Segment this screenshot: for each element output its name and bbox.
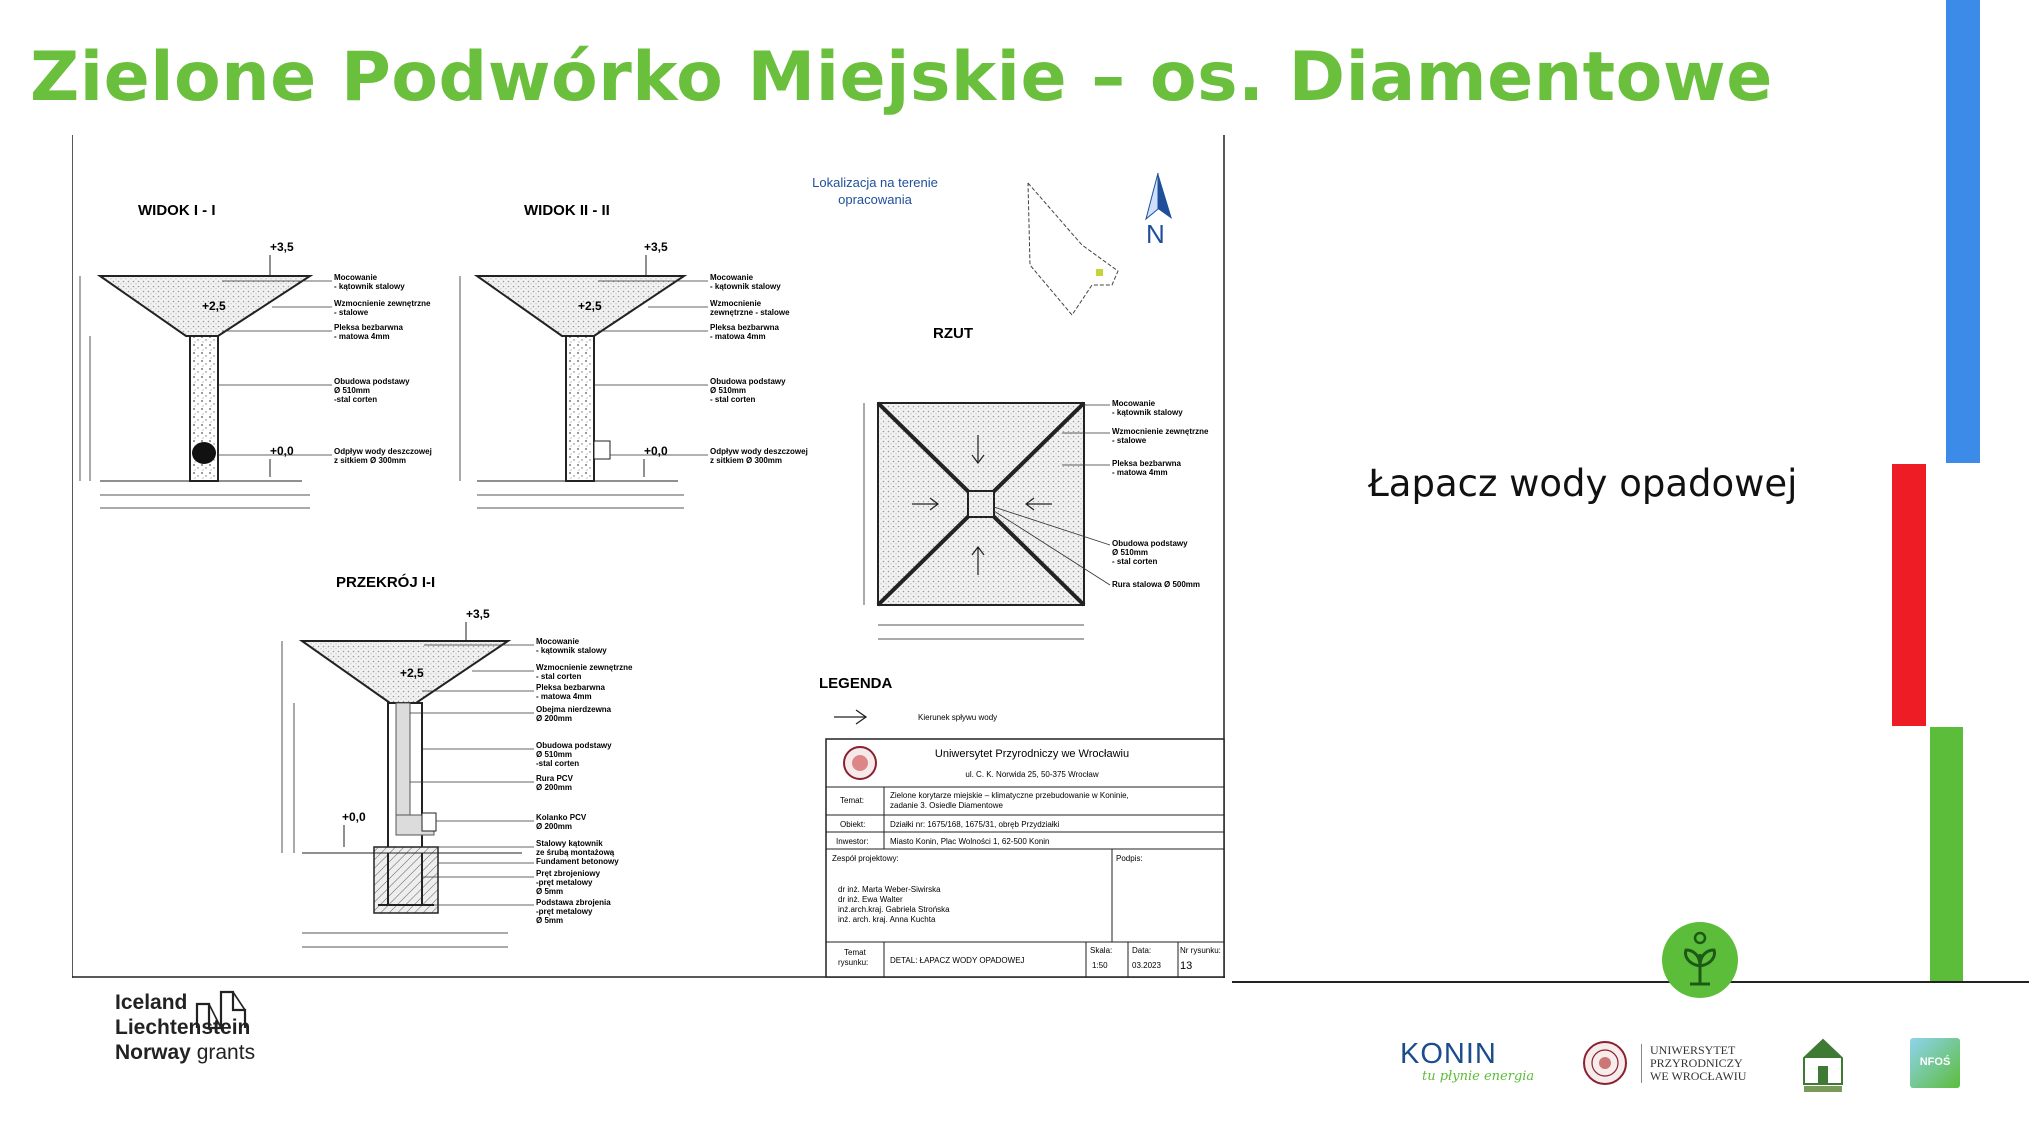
p-note-16: ze śrubą montażową [536,848,615,857]
p-note-8: Obudowa podstawy [536,741,612,750]
p-note-3: - stal corten [536,672,582,681]
rzut-note-5: - matowa 4mm [1112,468,1168,477]
widok1-level-top: +3,5 [270,240,294,254]
w1-note-8: -stal corten [334,395,378,404]
tb-temat-rys-label-0: Temat [844,948,866,957]
north-arrow-icon [1146,173,1172,249]
p-note-10: -stal corten [536,759,580,768]
eea-grants-icon [195,990,251,1030]
funders-line3a: Norway [115,1041,191,1064]
tb-temat-rys-label-1: rysunku: [838,958,869,967]
w1-note-5: - matowa 4mm [334,332,390,341]
technical-drawing [72,135,1225,978]
upwr-line3: WE WROCŁAWIU [1650,1069,1747,1083]
tb-inwestor-label: Inwestor: [836,837,869,846]
p-note-21: Podstawa zbrojenia [536,898,611,907]
w1-note-3: - stalowe [334,308,369,317]
tb-team-2: inż.arch.kraj. Gabriela Strońska [838,905,950,914]
widok2-level-top: +3,5 [644,240,668,254]
w1-note-0: Mocowanie [334,273,378,282]
upwr-seal-icon [1582,1040,1628,1086]
lokalizacja-line1: Lokalizacja na terenie [812,175,938,190]
w2-note-10: z sitkiem Ø 300mm [710,456,783,465]
w2-note-1: - kątownik stalowy [710,282,781,291]
tb-temat-rys-value: DETAL: ŁAPACZ WODY OPADOWEJ [890,956,1025,965]
rzut-label: RZUT [933,325,973,342]
rzut-note-1: - kątownik stalowy [1112,408,1183,417]
p-note-20: Ø 5mm [536,887,564,896]
p-note-6: Obejma nierdzewna [536,705,612,714]
rzut-note-7: Ø 510mm [1112,548,1149,557]
title-block [826,739,1224,977]
w2-note-2: Wzmocnienie [710,299,762,308]
tb-team-3: inż. arch. kraj. Anna Kuchta [838,915,936,924]
w1-note-10: z sitkiem Ø 300mm [334,456,407,465]
przekroj-level-top: +3,5 [466,607,490,621]
widok1-level-mid: +2,5 [202,299,226,313]
nfos-logo [1910,1038,1960,1088]
w1-note-1: - kątownik stalowy [334,282,405,291]
p-note-0: Mocowanie [536,637,580,646]
w1-note-7: Ø 510mm [334,386,371,395]
upwr-line1: UNIWERSYTET [1650,1043,1736,1057]
w2-note-5: - matowa 4mm [710,332,766,341]
flow-arrow-icon [834,710,866,724]
tb-temat-value-1: zadanie 3. Osiedle Diamentowe [890,801,1003,810]
widok2-label: WIDOK II - II [524,202,610,219]
p-note-1: - kątownik stalowy [536,646,607,655]
w2-note-4: Pleksa bezbarwna [710,323,779,332]
footer-divider [1232,981,2029,983]
tb-address: ul. C. K. Norwida 25, 50-375 Wrocław [965,770,1099,779]
w1-note-6: Obudowa podstawy [334,377,410,386]
p-note-12: Ø 200mm [536,783,573,792]
nfos-label: NFOŚ [1919,1056,1951,1068]
w1-note-4: Pleksa bezbarwna [334,323,403,332]
blue-accent-bar [1946,0,1980,463]
rzut-note-9: Rura stalowa Ø 500mm [1112,580,1201,589]
tb-skala-value: 1:50 [1092,961,1108,970]
upwr-line2: PRZYRODNICZY [1650,1056,1743,1070]
widok2-level-mid: +2,5 [578,299,602,313]
rzut-note-8: - stal corten [1112,557,1158,566]
red-accent-bar [1892,464,1926,726]
p-note-11: Rura PCV [536,774,573,783]
p-note-19: -pręt metalowy [536,878,593,887]
funders-line3b: grants [196,1041,256,1064]
tb-nr-value: 13 [1180,960,1193,972]
legend-item: Kierunek spływu wody [918,713,998,722]
p-note-15: Stalowy kątownik [536,839,603,848]
tb-university: Uniwersytet Przyrodniczy we Wrocławiu [934,748,1130,760]
tb-data-label: Data: [1132,946,1152,955]
slide-caption: Łapacz wody opadowej [1368,462,1798,505]
tb-zespol-label: Zespół projektowy: [832,854,899,863]
funders-line2: Liechtenstein [115,1016,251,1039]
green-accent-bar [1930,727,1963,981]
w2-note-0: Mocowanie [710,273,754,282]
house-logo-icon [1802,1036,1844,1096]
tb-nr-label: Nr rysunku: [1180,946,1221,955]
tb-skala-label: Skala: [1090,946,1113,955]
upwr-logo-text [1641,1044,1746,1083]
tb-temat-value-0: Zielone korytarze miejskie – klimatyczne przebudowanie w Koninie, [890,791,1129,800]
rzut-note-4: Pleksa bezbarwna [1112,459,1181,468]
p-note-5: - matowa 4mm [536,692,592,701]
w2-note-7: Ø 510mm [710,386,747,395]
w1-note-2: Wzmocnienie zewnętrzne [334,299,431,308]
przekroj-level-mid: +2,5 [400,666,424,680]
tb-obiekt-value: Działki nr: 1675/168, 1675/31, obręb Przydziałki [890,820,1060,829]
tb-temat-label: Temat: [840,796,865,805]
widok1-level-ground: +0,0 [270,444,294,458]
przekroj-level-ground: +0,0 [342,810,366,824]
w2-note-6: Obudowa podstawy [710,377,786,386]
w2-note-8: - stal corten [710,395,756,404]
p-note-18: Pręt zbrojeniowy [536,869,601,878]
konin-wordmark: KONIN [1400,1038,1497,1070]
rzut-note-6: Obudowa podstawy [1112,539,1188,548]
tb-data-value: 03.2023 [1132,961,1161,970]
p-note-7: Ø 200mm [536,714,573,723]
tb-inwestor-value: Miasto Konin, Plac Wolności 1, 62-500 Konin [890,837,1050,846]
plant-water-icon [1660,920,1740,1000]
rzut-note-3: - stalowe [1112,436,1147,445]
przekroj-label: PRZEKRÓJ I-I [336,574,436,591]
widok2-level-ground: +0,0 [644,444,668,458]
konin-logo [1400,1038,1534,1084]
tb-team-1: dr inż. Ewa Walter [838,895,903,904]
rzut-note-2: Wzmocnienie zewnętrzne [1112,427,1209,436]
p-note-22: -pręt metalowy [536,907,593,916]
rzut-note-0: Mocowanie [1112,399,1156,408]
p-note-14: Ø 200mm [536,822,573,831]
tb-team-0: dr inż. Marta Weber-Siwirska [838,885,941,894]
w2-note-3: zewnętrzne - stalowe [710,308,790,317]
p-note-23: Ø 5mm [536,916,564,925]
north-label: N [1146,219,1165,249]
tb-obiekt-label: Obiekt: [840,820,866,829]
p-note-17: Fundament betonowy [536,857,619,866]
p-note-2: Wzmocnienie zewnętrzne [536,663,633,672]
tb-podpis-label: Podpis: [1116,854,1143,863]
page-title: Zielone Podwórko Miejskie – os. Diamentowe [30,38,1773,117]
w2-note-9: Odpływ wody deszczowej [710,447,808,456]
lokalizacja-line2: opracowania [838,192,912,207]
w1-note-9: Odpływ wody deszczowej [334,447,432,456]
p-note-4: Pleksa bezbarwna [536,683,605,692]
funders-line1: Iceland [115,991,188,1014]
widok1-label: WIDOK I - I [138,202,216,219]
konin-tagline: tu płynie energia [1422,1069,1535,1084]
legenda-label: LEGENDA [819,675,893,692]
p-note-13: Kolanko PCV [536,813,587,822]
p-note-9: Ø 510mm [536,750,573,759]
